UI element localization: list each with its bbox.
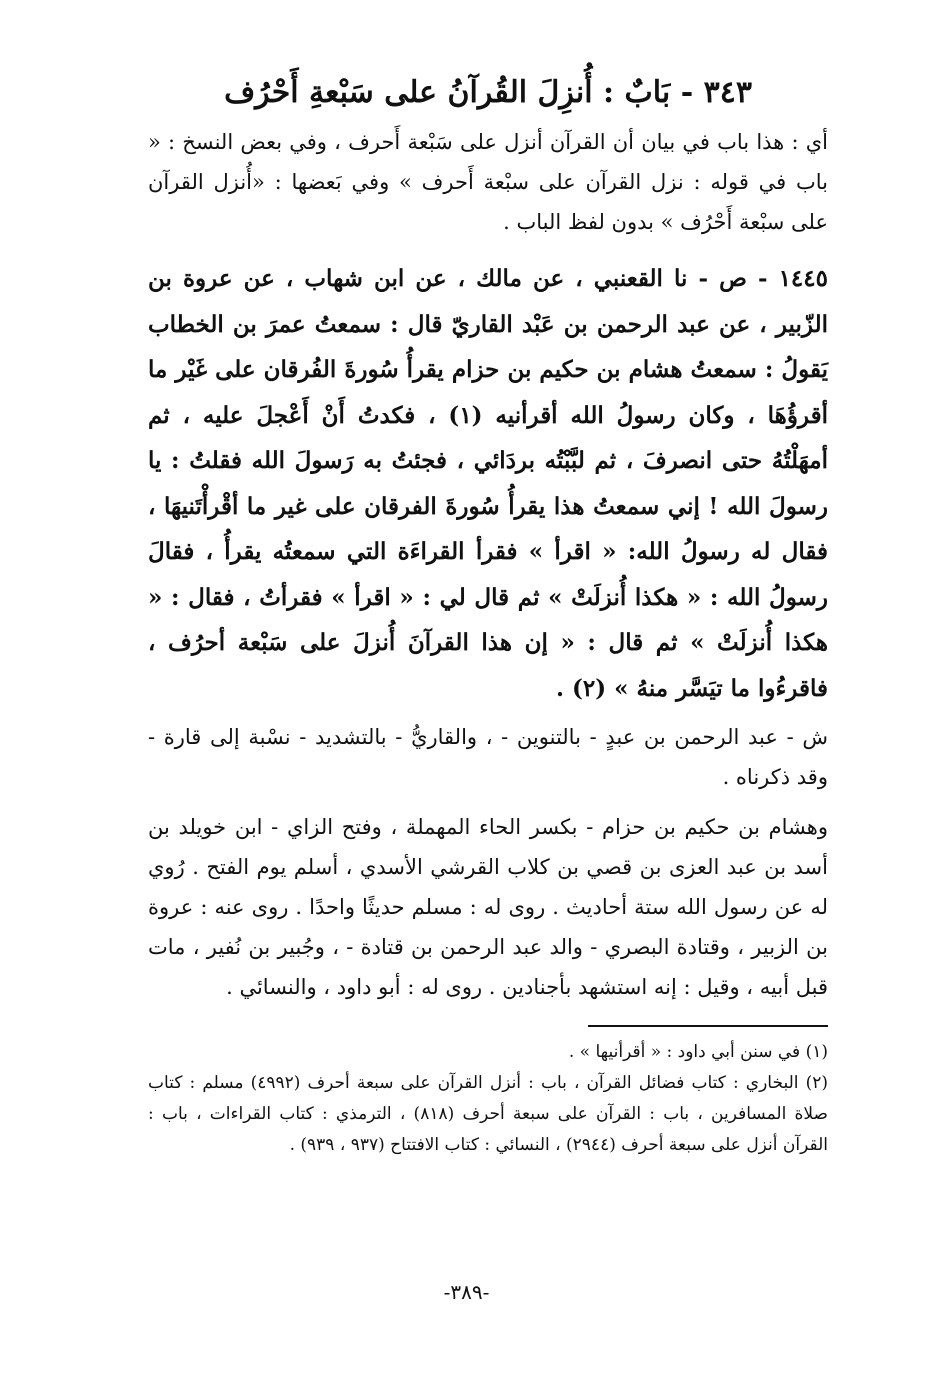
footnote-item: (١) في سنن أبي داود : « أقرأنيها » . — [568, 1042, 828, 1062]
page-number: -٣٨٩- — [443, 1280, 490, 1304]
commentary-paragraph-hisham-biography: وهشام بن حكيم بن حزام - بكسر الحاء المهملة ، وفتح الزاي - ابن خويلد بن أسد بن عبد العزى بن قصي بن كلاب القرشي الأسدي ، أسلم يوم الفتح . رُوي له عن رسول الله ستة أحاديث . روى له : مسلم حديثًا واحدًا . روى عنه : عروة بن الزبير ، وقتادة البصري - والد عبد الرحمن بن قتادة - ، وجُبير بن نُفير ، مات قبل أبيه ، وقيل : إنه استشهد بأجنادين . روى له : أبو داود ، والنسائي . — [148, 815, 828, 999]
footnotes-list — [148, 1037, 828, 1161]
footnote-divider — [588, 1025, 828, 1027]
footnote-item: (٢) البخاري : كتاب فضائل القرآن ، باب : أنزل القرآن على سبعة أحرف (٤٩٩٢) مسلم : كتاب صلاة المسافرين ، باب : القرآن على سبعة أحرف (٨١٨) ، الترمذي : كتاب القراءات ، باب : القرآن أنزل على سبعة أحرف (٢٩٤٤) ، النسائي : كتاب الافتتاح (٩٣٧ ، ٩٣٩) . — [148, 1073, 828, 1155]
chapter-title: ٣٤٣ - بَابٌ : أُنزِلَ القُرآنُ على سَبْعةِ أَحْرُف — [224, 75, 752, 110]
commentary-paragraph-narrator-names: ش - عبد الرحمن بن عبدٍ - بالتنوين - ، والقاريُّ - بالتشديد - نسْبة إلى قارة - وقد ذكرناه . — [148, 725, 828, 789]
intro-paragraph: أي : هذا باب في بيان أن القرآن أنزل على سَبْعة أَحرف ، وفي بعض النسخ : « باب في قوله : نزل القرآن على سبْعة أَحرف » وفي بَعضها : «أُنزل القرآن على سبْعة أَحْرُف » بدون لفظ الباب . — [148, 130, 828, 234]
hadith-paragraph: ١٤٤٥ - ص - نا القعنبي ، عن مالك ، عن ابن شهاب ، عن عروة بن الزّبير ، عن عبد الرحمن بن عَبْد القاريّ قال : سمعتُ عمرَ بن الخطاب يَقولُ : سمعتُ هشام بن حكيم بن حزام يقرأُ سُورةَ الفُرقان على غَيْر ما أقرؤُهَا ، وكان رسولُ الله أقرأنيه (١) ، فكدتُ أَنْ أَعْجلَ عليه ، ثم أمهَلْتُهُ حتى انصرفَ ، ثم لبَّبْتُه بردَائي ، فجئتُ به رَسولَ الله فقلتُ : يا رسولَ الله ! إني سمعتُ هذا يقرأُ سُورةَ الفرقان على غير ما أقْرأْتَنيهَا ، فقال له رسولُ الله: « اقرأ » فقرأ القراءَة التي سمعتُه يقرأُ ، فقالَ رسولُ الله : « هكذا أُنزلَتْ » ثم قال لي : « اقرأ » فقرأتُ ، فقال : « هكذا أُنزلَتْ » ثم قال : « إن هذا القرآنَ أُنزلَ على سَبْعة أحرُف ، فاقرءُوا ما تيَسَّر منهُ » (٢) . — [148, 265, 828, 702]
book-page — [148, 70, 828, 1161]
